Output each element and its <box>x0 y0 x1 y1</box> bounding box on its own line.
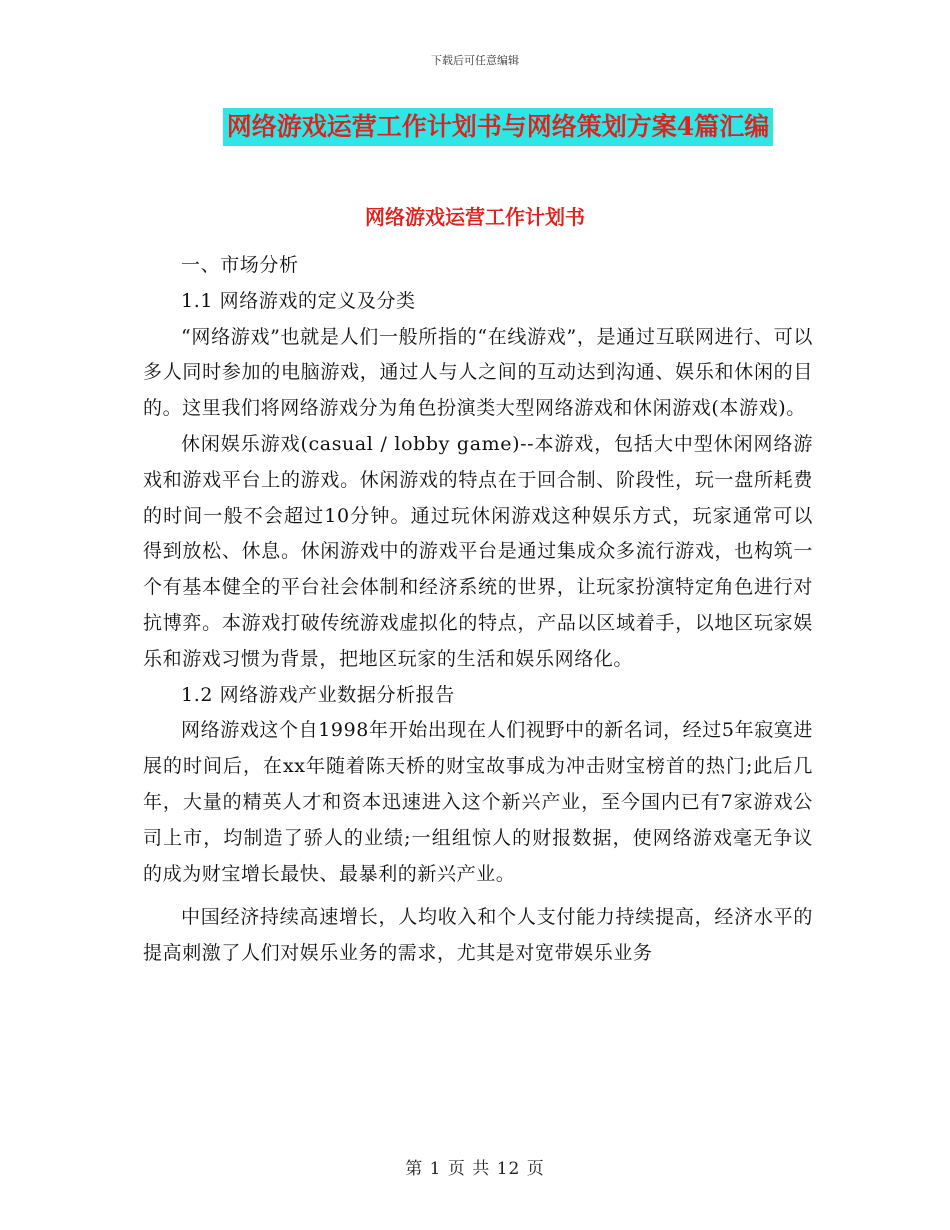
document-title-container <box>0 108 950 146</box>
heading-market-analysis: 一、市场分析 <box>181 254 299 276</box>
subheading-definition: 1.1 网络游戏的定义及分类 <box>181 289 416 312</box>
paragraph-industry-history: 网络游戏这个自1998年开始出现在人们视野中的新名词，经过5年寂寞进展的时间后，在xx年随着陈天桥的财宝故事成为冲击财宝榜首的热门;此后几年，大量的精英人才和资本迅速进入这个新兴产业，至今国内已有7家游戏公司上市，均制造了骄人的业绩;一组组惊人的财报数据，使网络游戏毫无争议的成为财宝增长最快、最暴利的新兴产业。 <box>143 719 813 885</box>
page-header-note: 下载后可任意编辑 <box>431 54 519 67</box>
section-title: 网络游戏运营工作计划书 <box>365 205 585 229</box>
paragraph-economy: 中国经济持续高速增长，人均收入和个人支付能力持续提高，经济水平的提高刺激了人们对娱乐业务的需求，尤其是对宽带娱乐业务 <box>143 906 813 965</box>
subheading-industry-data: 1.2 网络游戏产业数据分析报告 <box>181 683 455 706</box>
document-title: 网络游戏运营工作计划书与网络策划方案4篇汇编 <box>223 108 773 146</box>
document-body <box>143 248 813 972</box>
paragraph-definition: “网络游戏”也就是人们一般所指的“在线游戏”，是通过互联网进行、可以多人同时参加的电脑游戏，通过人与人之间的互动达到沟通、娱乐和休闲的目的。这里我们将网络游戏分为角色扮演类大型网络游戏和休闲游戏(本游戏)。 <box>143 325 813 420</box>
paragraph-casual-games: 休闲娱乐游戏(casual / lobby game)--本游戏，包括大中型休闲网络游戏和游戏平台上的游戏。休闲游戏的特点在于回合制、阶段性，玩一盘所耗费的时间一般不会超过10分钟。通过玩休闲游戏这种娱乐方式，玩家通常可以得到放松、休息。休闲游戏中的游戏平台是通过集成众多流行游戏，也构筑一个有基本健全的平台社会体制和经济系统的世界，让玩家扮演特定角色进行对抗博弈。本游戏打破传统游戏虚拟化的特点，产品以区域着手，以地区玩家娱乐和游戏习惯为背景，把地区玩家的生活和娱乐网络化。 <box>143 432 813 670</box>
page-number: 第 1 页 共 12 页 <box>405 1159 545 1179</box>
